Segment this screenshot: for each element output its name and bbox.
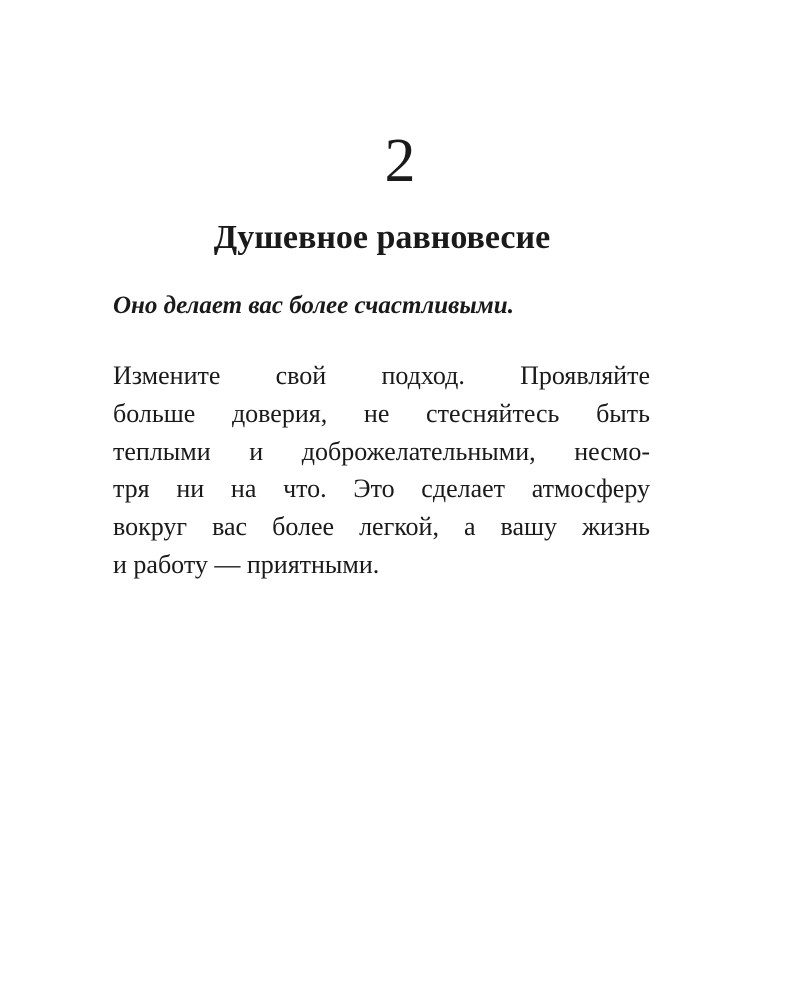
paragraph-line: теплыми и доброжелательными, несмо- bbox=[113, 436, 650, 466]
chapter-epigraph: Оно делает вас более счастливыми. bbox=[113, 292, 514, 319]
paragraph-line: Измените свой подход. Проявляйте bbox=[113, 361, 650, 390]
paragraph-line: и работу — приятными. bbox=[113, 549, 380, 579]
paragraph-line: тря ни на что. Это сделает атмосферу bbox=[113, 474, 650, 504]
chapter-title: Душевное равновесие bbox=[213, 219, 551, 256]
chapter-number: 2 bbox=[384, 127, 416, 195]
paragraph-line: вокруг вас более легкой, а вашу жизнь bbox=[113, 512, 650, 542]
paragraph-line: больше доверия, не стесняйтесь быть bbox=[113, 398, 650, 428]
body-paragraph bbox=[113, 357, 650, 584]
